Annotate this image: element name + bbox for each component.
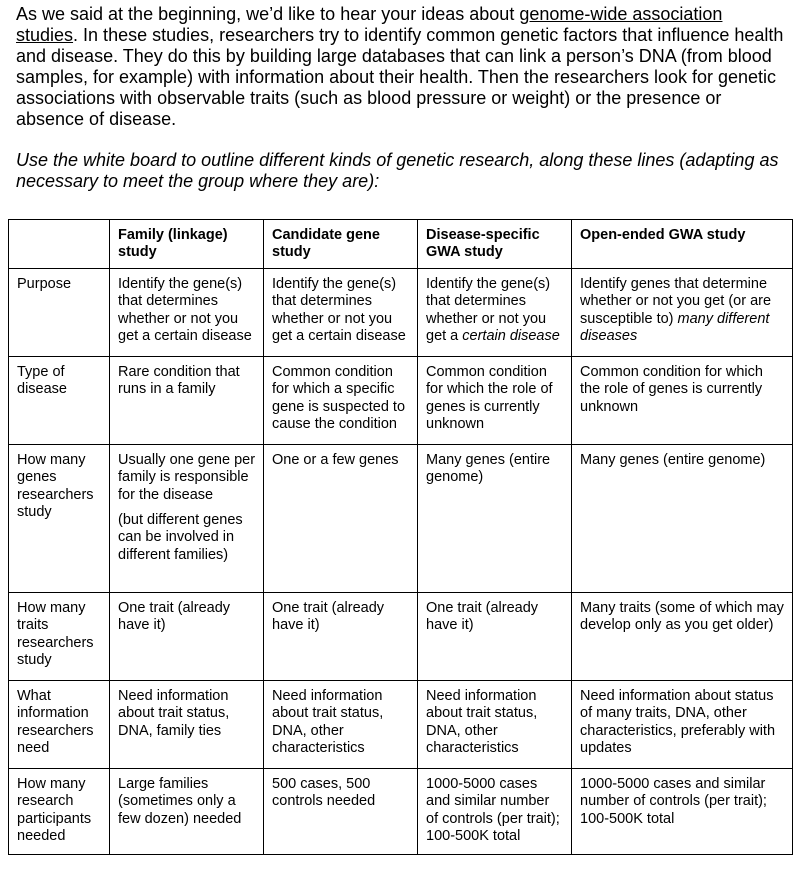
instruction-paragraph: Use the white board to outline different kinds of genetic research, along these lines (adapting as necessary to meet the group where they are): (16, 150, 779, 191)
table-cell: Identify the gene(s) that determines whether or not you get a certain disease (110, 268, 264, 356)
header-open-ended-gwa: Open-ended GWA study (572, 220, 793, 269)
cell-emphasis: many different diseases (580, 310, 770, 345)
table-cell: Need information about trait status, DNA, other characteristics (264, 680, 418, 768)
table-row (9, 356, 793, 444)
table-cell: Need information about trait status, DNA, family ties (110, 680, 264, 768)
table-cell: 1000-5000 cases and similar number of controls (per trait); 100-500K total (572, 768, 793, 854)
table-cell: Need information about trait status, DNA, other characteristics (418, 680, 572, 768)
table-cell (572, 268, 793, 356)
table-row (9, 768, 793, 854)
table-cell: Rare condition that runs in a family (110, 356, 264, 444)
table-row (9, 680, 793, 768)
table-cell: Need information about status of many traits, DNA, other characteristics, preferably with updates (572, 680, 793, 768)
table-header-row (9, 220, 793, 269)
table-row (9, 444, 793, 592)
row-label: What information researchers need (9, 680, 110, 768)
table-cell: One trait (already have it) (264, 592, 418, 680)
table-cell (110, 444, 264, 592)
row-label: How many traits researchers study (9, 592, 110, 680)
table-cell (418, 268, 572, 356)
table-cell: Common condition for which a specific gene is suspected to cause the condition (264, 356, 418, 444)
table-cell: One trait (already have it) (110, 592, 264, 680)
row-label: Purpose (9, 268, 110, 356)
table-cell: One trait (already have it) (418, 592, 572, 680)
table-cell: Identify the gene(s) that determines whether or not you get a certain disease (264, 268, 418, 356)
table-cell: Many traits (some of which may develop only as you get older) (572, 592, 793, 680)
table-cell: 1000-5000 cases and similar number of controls (per trait); 100-500K total (418, 768, 572, 854)
intro-rest: . In these studies, researchers try to identify common genetic factors that influence health and disease. They do this by building large databases that can link a person’s DNA (from blood samples, for example) with information about their health. Then the researchers look for genetic associations with observable traits (such as blood pressure or weight) or the presence or absence of disease. (16, 25, 784, 129)
table-row (9, 592, 793, 680)
cell-text: Usually one gene per family is responsible for the disease (118, 451, 256, 503)
table-cell: 500 cases, 500 controls needed (264, 768, 418, 854)
table-cell: Many genes (entire genome) (418, 444, 572, 592)
row-label: How many research participants needed (9, 768, 110, 854)
header-disease-specific-gwa: Disease-specific GWA study (418, 220, 572, 269)
table-row (9, 268, 793, 356)
intro-lead: As we said at the beginning, we’d like to hear your ideas about (16, 4, 520, 24)
row-label: How many genes researchers study (9, 444, 110, 592)
research-types-table (8, 219, 793, 855)
row-label: Type of disease (9, 356, 110, 444)
table-cell: Common condition for which the role of genes is currently unknown (418, 356, 572, 444)
gwas-link[interactable]: genome-wide association studies (16, 4, 723, 45)
intro-paragraph (16, 4, 786, 130)
table-cell: Common condition for which the role of genes is currently unknown (572, 356, 793, 444)
table-cell: Many genes (entire genome) (572, 444, 793, 592)
cell-note: (but different genes can be involved in different families) (118, 512, 243, 563)
header-candidate-gene-study: Candidate gene study (264, 220, 418, 269)
header-family-study: Family (linkage) study (110, 220, 264, 269)
cell-text: Identify the gene(s) that determines whether or not you get a (426, 275, 551, 345)
header-corner (9, 220, 110, 269)
cell-text: Identify genes that determine whether or not you get (or are susceptible to) (580, 275, 772, 327)
table-cell: Large families (sometimes only a few dozen) needed (110, 768, 264, 854)
cell-emphasis: certain disease (462, 328, 560, 345)
table-cell: One or a few genes (264, 444, 418, 592)
